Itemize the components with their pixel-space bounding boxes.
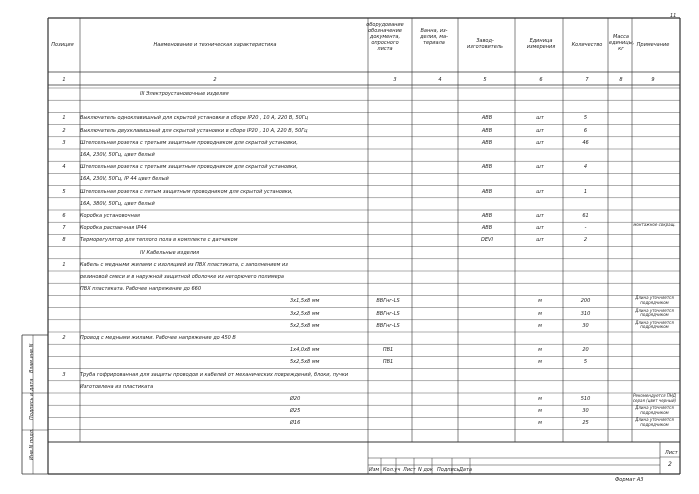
cell-note: Длина уточняется подрядчиком [635, 417, 674, 427]
cell-qty: 2 [583, 237, 588, 244]
header-position: Позиция [51, 42, 74, 48]
cell-name: Ø16 [290, 420, 301, 427]
sheet-label: Лист [665, 450, 678, 456]
cell-name: 3х1,5х8 мм [290, 298, 320, 305]
cell-unit: шт [536, 237, 544, 244]
cell-qty: 510 [580, 396, 591, 402]
cell-name: Коробка распаечная IP44 [80, 225, 147, 232]
cell-name: Штепсельная розетка с пятым защитным проводником для скрытой установки, [80, 188, 293, 195]
cell-mfr: ABB [481, 127, 493, 134]
header-quantity: Количество [571, 42, 603, 48]
col-number: 8 [619, 77, 623, 83]
cell-name: Изготовлена из пластиката [80, 383, 154, 390]
cell-unit: м [538, 420, 542, 427]
cell-unit: м [538, 298, 542, 305]
cell-qty: 310 [580, 310, 591, 317]
col-number: 1 [62, 77, 66, 83]
cell-note: Длина уточняется подрядчиком [635, 405, 674, 415]
cell-pos: 1 [62, 261, 66, 268]
title-label-kol: Кол.уч [383, 467, 401, 473]
cell-doc: ВВГнг-LS [376, 310, 400, 317]
col-number: 6 [539, 77, 543, 83]
cell-name: Штепсельная розетка с третьим защитным проводником для скрытой установки, [80, 164, 298, 171]
cell-name: Кабель с медными жилами с изоляцией из ПВХ пластиката, с заполнением из [80, 261, 288, 268]
header-doc: оборудование обозначение документа, опросного листа [366, 22, 404, 52]
cell-pos: 2 [62, 127, 66, 134]
cell-mfr: ABB [481, 115, 493, 122]
header-mass: Масса единицы, кг [609, 34, 635, 52]
cell-pos: 3 [62, 139, 66, 146]
cell-name: Штепсельная розетка с третьим защитным проводником для скрытой установки, [80, 139, 298, 146]
cell-unit: шт [536, 213, 544, 219]
title-label-izm: Изм [369, 467, 380, 473]
cell-unit: шт [536, 115, 544, 122]
cell-name: Труба гофрированная для защиты проводов и кабелей от механических повреждений, блоки, пучки [80, 371, 349, 378]
cell-name: резиновой смеси и в наружной защитной оболочке из негорючего полимера [80, 274, 284, 280]
cell-pos: 6 [62, 213, 66, 219]
cell-qty: 5 [583, 359, 588, 366]
cell-mfr: ABB [481, 225, 493, 232]
cell-pos: 8 [62, 237, 66, 244]
side-stamp-vzam: Взам.инв.N [29, 343, 35, 373]
cell-unit: м [538, 359, 542, 366]
cell-unit: м [538, 347, 542, 354]
cell-name: Провод с медными жилами. Рабочее напряжение до 450 В [80, 335, 236, 341]
cell-unit: м [538, 396, 542, 402]
cell-pos: 1 [62, 115, 66, 122]
cell-qty: 200 [580, 298, 591, 305]
cell-qty: 61 [582, 213, 589, 219]
cell-note: Длина уточняется подрядчиком [635, 319, 674, 330]
cell-qty: 5 [583, 115, 588, 122]
cell-note: монтажное сокращ. [633, 222, 676, 228]
format-label: Формат А3 [615, 477, 644, 483]
col-number: 4 [438, 77, 442, 83]
cell-name: Терморегулятор для теплого пола в комплекте с датчиком [80, 237, 238, 244]
cell-unit: шт [536, 127, 544, 134]
cell-name: III Электроустановочные изделия [140, 91, 229, 97]
cell-pos: 7 [62, 225, 66, 232]
cell-unit: шт [536, 164, 544, 171]
cell-qty: 46 [582, 139, 589, 146]
cell-note: Длина уточняется подрядчиком [635, 295, 674, 305]
title-label-list: Лист [403, 467, 416, 473]
cell-name: 16А, 230V, 50Гц, IP 44 цвет белый [80, 176, 169, 183]
cell-unit: шт [536, 225, 544, 232]
cell-name: Выключатель одноклавишный для скрытой установки в сборе IP20 , 10 А, 220 В, 50Гц [80, 115, 308, 122]
cell-name: Ø25 [290, 408, 301, 415]
col-number: 5 [483, 77, 487, 83]
cell-pos: 4 [62, 164, 66, 171]
cell-pos: 3 [62, 371, 66, 378]
sheet-number: 2 [668, 461, 672, 468]
cell-name: 1х4,0х8 мм [290, 347, 320, 354]
cell-qty: 1 [583, 188, 588, 195]
cell-name: Коробка установочная [80, 213, 140, 219]
cell-unit: шт [536, 139, 544, 146]
cell-doc: ВВГнг-LS [376, 298, 400, 305]
header-note: Примечание [636, 42, 670, 48]
header-item: Ванна, из-делия, ма-териала [420, 28, 448, 46]
cell-name: 3х2,5х8 мм [290, 310, 320, 317]
cell-qty: 30 [582, 408, 589, 415]
side-stamp-signature: Подпись и дата [29, 378, 35, 420]
col-number: 7 [585, 77, 589, 83]
cell-unit: м [538, 322, 542, 329]
cell-name: 16А, 230V, 50Гц, цвет белый [80, 152, 155, 158]
col-number: 2 [213, 77, 217, 83]
cell-mfr: ABB [481, 164, 493, 171]
cell-mfr: DEVI [481, 237, 493, 244]
title-label-date: Дата [459, 467, 472, 473]
cell-doc: ВВГнг-LS [376, 322, 400, 329]
cell-unit: шт [536, 188, 544, 195]
cell-note: Длина уточняется подрядчиком [635, 307, 674, 318]
cell-name: IV Кабельные изделия [140, 249, 200, 256]
cell-name: 5х2,5х8 мм [290, 359, 320, 366]
cell-note: Рекомендуется ПНД серая (цвет черный) [632, 393, 677, 403]
title-label-sign: Подпись [437, 467, 460, 473]
corner-page-number: 11 [670, 13, 677, 19]
cell-mfr: ABB [481, 139, 493, 146]
cell-doc: ПВ1 [382, 359, 394, 366]
header-manufacturer: Завод-изготовитель [467, 38, 503, 50]
header-name: Наименование и техническая характеристика [153, 42, 277, 48]
cell-name: ПВХ пластиката. Рабочее напряжение до 660 [80, 286, 201, 293]
cell-qty: 25 [582, 420, 589, 427]
cell-name: Выключатель двухклавишный для скрытой установки в сборе IP20 , 10 А, 220 В, 50Гц [80, 127, 308, 134]
cell-qty: - [584, 225, 587, 232]
col-number: 3 [393, 77, 397, 83]
col-number: 9 [651, 77, 655, 83]
cell-name: 5х2,5х8 мм [290, 322, 320, 329]
cell-name: 16А, 380V, 50Гц, цвет белый [80, 200, 155, 207]
side-stamp-inv: Инв.N подл. [29, 428, 35, 460]
cell-unit: м [538, 310, 542, 317]
cell-unit: м [538, 408, 542, 415]
cell-qty: 4 [583, 164, 588, 171]
cell-pos: 5 [62, 188, 66, 195]
cell-name: Ø20 [290, 396, 301, 402]
cell-mfr: ABB [481, 213, 493, 219]
cell-doc: ПВ1 [382, 347, 394, 354]
header-unit: Единица измерения [526, 38, 556, 50]
cell-mfr: ABB [481, 188, 493, 195]
cell-pos: 2 [62, 335, 66, 341]
cell-qty: 30 [582, 322, 589, 329]
title-label-ndoc: N док [418, 467, 433, 473]
cell-qty: 6 [583, 127, 588, 134]
cell-qty: 20 [582, 347, 589, 354]
